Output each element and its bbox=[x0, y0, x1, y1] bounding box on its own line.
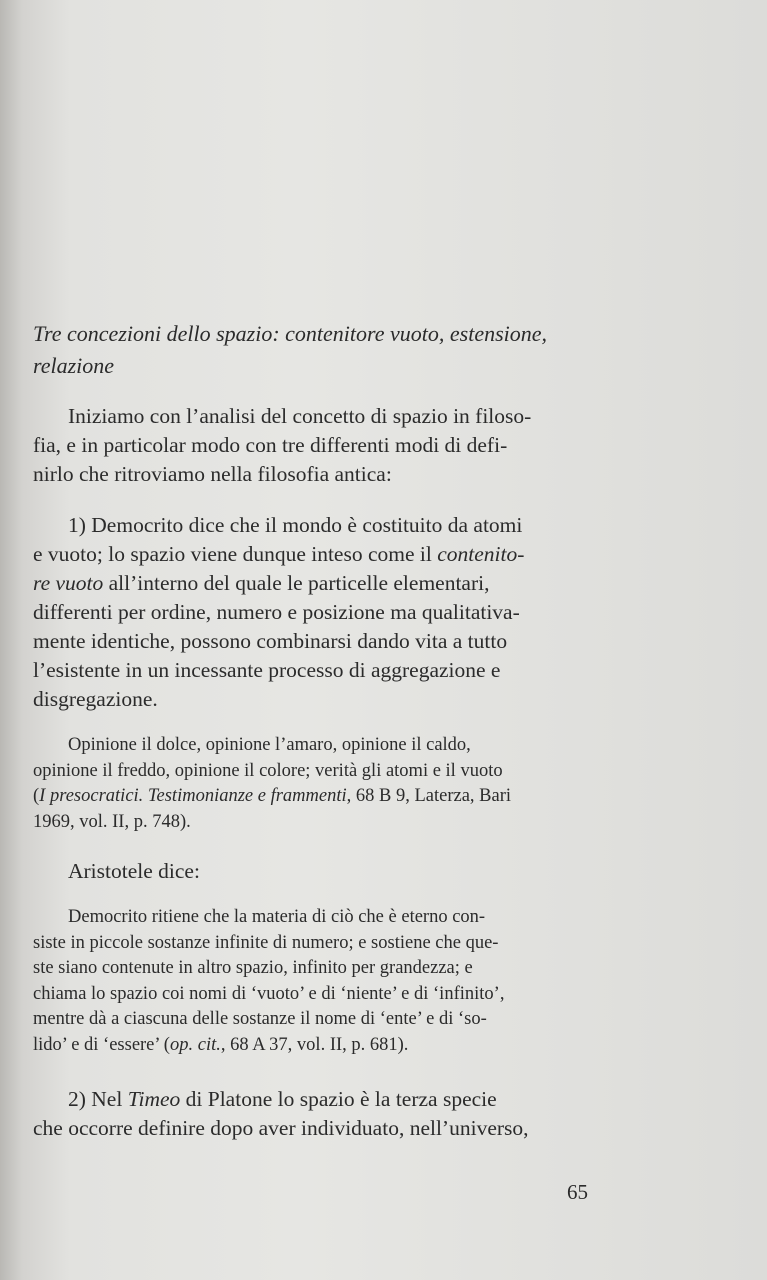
italic-span: re vuoto bbox=[33, 571, 104, 595]
text-line: l’esistente in un incessante processo di aggregazione e bbox=[33, 658, 501, 682]
text-line: disgregazione. bbox=[33, 687, 158, 711]
aristotele-paragraph bbox=[33, 857, 613, 886]
quote-line bbox=[33, 1033, 613, 1059]
quote-line: chiama lo spazio coi nomi di ‘vuoto’ e di ‘niente’ e di ‘infinito’, bbox=[33, 983, 505, 1004]
text-line bbox=[33, 569, 613, 598]
page-number: 65 bbox=[567, 1180, 588, 1204]
text-span: all’interno del quale le particelle elementari, bbox=[103, 571, 490, 595]
quote-line: Opinione il dolce, opinione l’amaro, opinione il caldo, bbox=[68, 735, 471, 755]
intro-paragraph bbox=[33, 402, 613, 489]
text-span: , 68 A 37, vol. II, p. 681). bbox=[220, 1034, 409, 1055]
text-span: ( bbox=[33, 786, 40, 806]
text-line: nirlo che ritroviamo nella filosofia antica: bbox=[33, 462, 392, 486]
italic-span: contenito- bbox=[437, 542, 525, 566]
block-quote-1 bbox=[33, 733, 613, 835]
text-span: , 68 B 9, Laterza, Bari bbox=[346, 786, 512, 806]
text-span: di Platone lo spazio è la terza specie bbox=[180, 1087, 497, 1111]
quote-line: opinione il freddo, opinione il colore; verità gli atomi e il vuoto bbox=[33, 760, 503, 781]
heading-line-2: relazione bbox=[33, 353, 115, 378]
quote-line bbox=[33, 784, 613, 810]
quote-line: 1969, vol. II, p. 748). bbox=[33, 811, 191, 832]
quote-line: ste siano contenute in altro spazio, infinito per grandezza; e bbox=[33, 958, 473, 978]
text-line bbox=[33, 540, 613, 569]
text-line: Iniziamo con l’analisi del concetto di spazio in filoso- bbox=[68, 404, 532, 428]
italic-span: Timeo bbox=[127, 1087, 181, 1111]
text-line: differenti per ordine, numero e posizione ma qualitativa- bbox=[33, 600, 520, 624]
text-line: 1) Democrito dice che il mondo è costituito da atomi bbox=[68, 513, 523, 537]
text-line: fia, e in particolar modo con tre differenti modi di defi- bbox=[33, 433, 508, 457]
text-span: 2) Nel bbox=[68, 1087, 128, 1111]
text-line: Aristotele dice: bbox=[68, 859, 200, 883]
block-quote-2 bbox=[33, 905, 613, 1058]
quote-line: mentre dà a ciascuna delle sostanze il nome di ‘ente’ e di ‘so- bbox=[33, 1009, 487, 1029]
democrito-paragraph bbox=[33, 511, 613, 714]
text-line: che occorre definire dopo aver individuato, nell’universo, bbox=[33, 1116, 529, 1140]
quote-line: Democrito ritiene che la materia di ciò che è eterno con- bbox=[68, 907, 486, 927]
section-heading bbox=[33, 318, 613, 382]
timeo-paragraph bbox=[33, 1085, 613, 1143]
text-line: mente identiche, possono combinarsi dando vita a tutto bbox=[33, 629, 508, 653]
text-span: e vuoto; lo spazio viene dunque inteso come il bbox=[33, 542, 438, 566]
quote-line: siste in piccole sostanze infinite di numero; e sostiene che que- bbox=[33, 932, 499, 953]
heading-line-1: Tre concezioni dello spazio: contenitore vuoto, estensione, bbox=[33, 321, 548, 346]
text-span: lido’ e di ‘essere’ ( bbox=[33, 1034, 170, 1055]
italic-span: op. cit. bbox=[169, 1034, 221, 1055]
text-line bbox=[33, 1085, 613, 1114]
italic-span: I presocratici. Testimonianze e frammenti bbox=[39, 786, 347, 806]
